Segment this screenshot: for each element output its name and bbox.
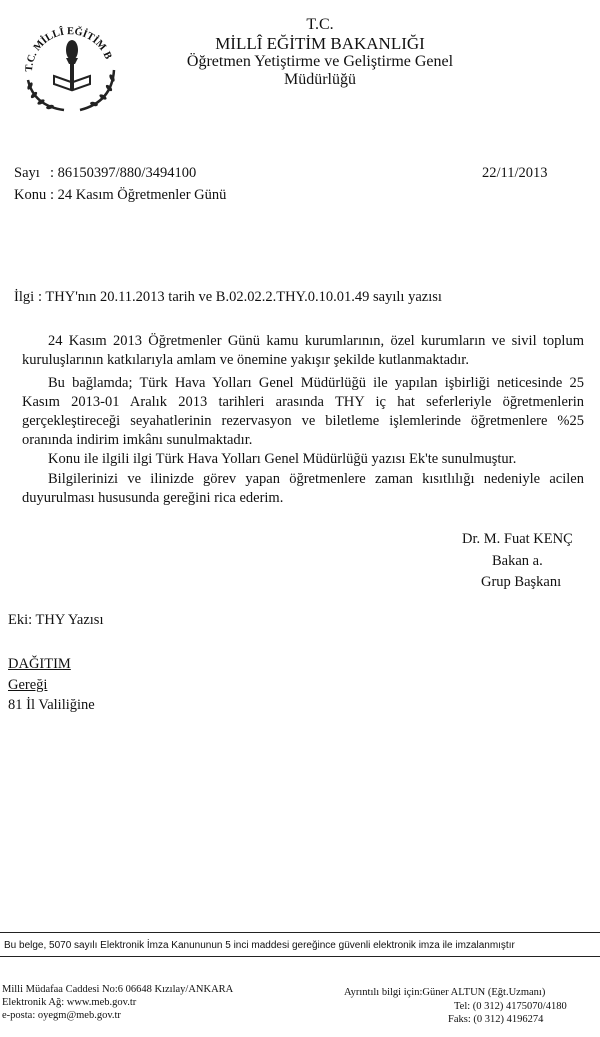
sayi-label: Sayı: [14, 165, 40, 181]
seal-graphic: [14, 10, 124, 120]
signatory-role: Grup Başkanı: [481, 574, 562, 590]
header-ministry: MİLLÎ EĞİTİM BAKANLIĞI: [215, 34, 425, 53]
ministry-seal: [14, 10, 124, 120]
p2-line: gerçekleştireceği seyahatlerinin rezervasyon ve biletleme işlemlerinde öğretmenlere %25: [22, 413, 584, 429]
distribution-recipient: 81 İl Valiliğine: [8, 697, 95, 713]
footer-fax: Faks: (0 312) 4196274: [448, 1014, 544, 1025]
signatory-name: Dr. M. Fuat KENÇ: [462, 531, 573, 547]
paragraph-1: [22, 332, 584, 370]
footer-address: Milli Müdafaa Caddesi No:6 06648 Kızılay/ANKARA: [2, 984, 234, 995]
seal-text: T.C. MİLLÎ EĞİTİM B: [23, 26, 114, 73]
p1-line: 24 Kasım 2013 Öğretmenler Günü kamu kurumlarının, özel kurumların ve sivil toplum: [48, 333, 584, 349]
footer-rule-bottom: [0, 956, 600, 957]
p2-line: Bu bağlamda; Türk Hava Yolları Genel Müdürlüğü ile yapılan işbirliği neticesinde 25: [48, 375, 584, 391]
header-tc: T.C.: [306, 16, 334, 33]
paragraph-2: [22, 374, 584, 450]
document-date: 22/11/2013: [482, 165, 548, 181]
signatory-title: Bakan a.: [492, 553, 543, 569]
distribution-action: Gereği: [8, 677, 48, 693]
footer-rule-top: [0, 932, 600, 933]
paragraph-3: [22, 450, 584, 469]
e-signature-notice: Bu belge, 5070 sayılı Elektronik İmza Kanununun 5 inci maddesi gereğince güvenli elektronik imza ile imzalanmıştır: [4, 940, 515, 951]
footer-email: e-posta: oyegm@meb.gov.tr: [2, 1010, 121, 1021]
ilgi-label: İlgi: [14, 289, 35, 305]
konu-label: Konu: [14, 187, 47, 203]
footer-web: Elektronik Ağ: www.meb.gov.tr: [2, 997, 137, 1008]
p2-line: Kasım 2013-01 Aralık 2013 tarihleri arasında THY iç hat seferleriyle öğretmenlerin: [22, 394, 584, 410]
paragraph-4: [22, 470, 584, 508]
svg-text:T.C. MİLLÎ EĞİTİM BAKANLIĞI: [14, 10, 113, 72]
p4-line: Bilgilerinizi ve ilinizde görev yapan öğretmenlere zaman kısıtlılığı nedeniyle acilen: [48, 471, 584, 487]
attachment-line: Eki: THY Yazısı: [8, 612, 104, 628]
distribution-heading: DAĞITIM: [8, 656, 71, 672]
konu-value: : 24 Kasım Öğretmenler Günü: [50, 187, 227, 203]
p2-line: oranında indirim imkânı sunulmaktadır.: [22, 432, 253, 448]
sayi-value: : 86150397/880/3494100: [50, 165, 197, 181]
p3-line: Konu ile ilgili ilgi Türk Hava Yolları Genel Müdürlüğü yazısı Ek'te sunulmuştur.: [48, 451, 517, 467]
p1-line: kuruluşlarının katkılarıyla amlam ve önemine yakışır şekilde kutlanmaktadır.: [22, 352, 469, 368]
footer-tel: Tel: (0 312) 4175070/4180: [454, 1001, 567, 1012]
ilgi-value: : THY'nın 20.11.2013 tarih ve B.02.02.2.THY.0.10.01.49 sayılı yazısı: [38, 289, 442, 305]
p4-line: duyurulması hususunda gereğini rica ederim.: [22, 490, 284, 506]
header-directorate: Öğretmen Yetiştirme ve Geliştirme Genel Müdürlüğü: [186, 53, 454, 88]
footer-contact: Ayrıntılı bilgi için:Güner ALTUN (Eğt.Uzmanı): [344, 987, 546, 998]
